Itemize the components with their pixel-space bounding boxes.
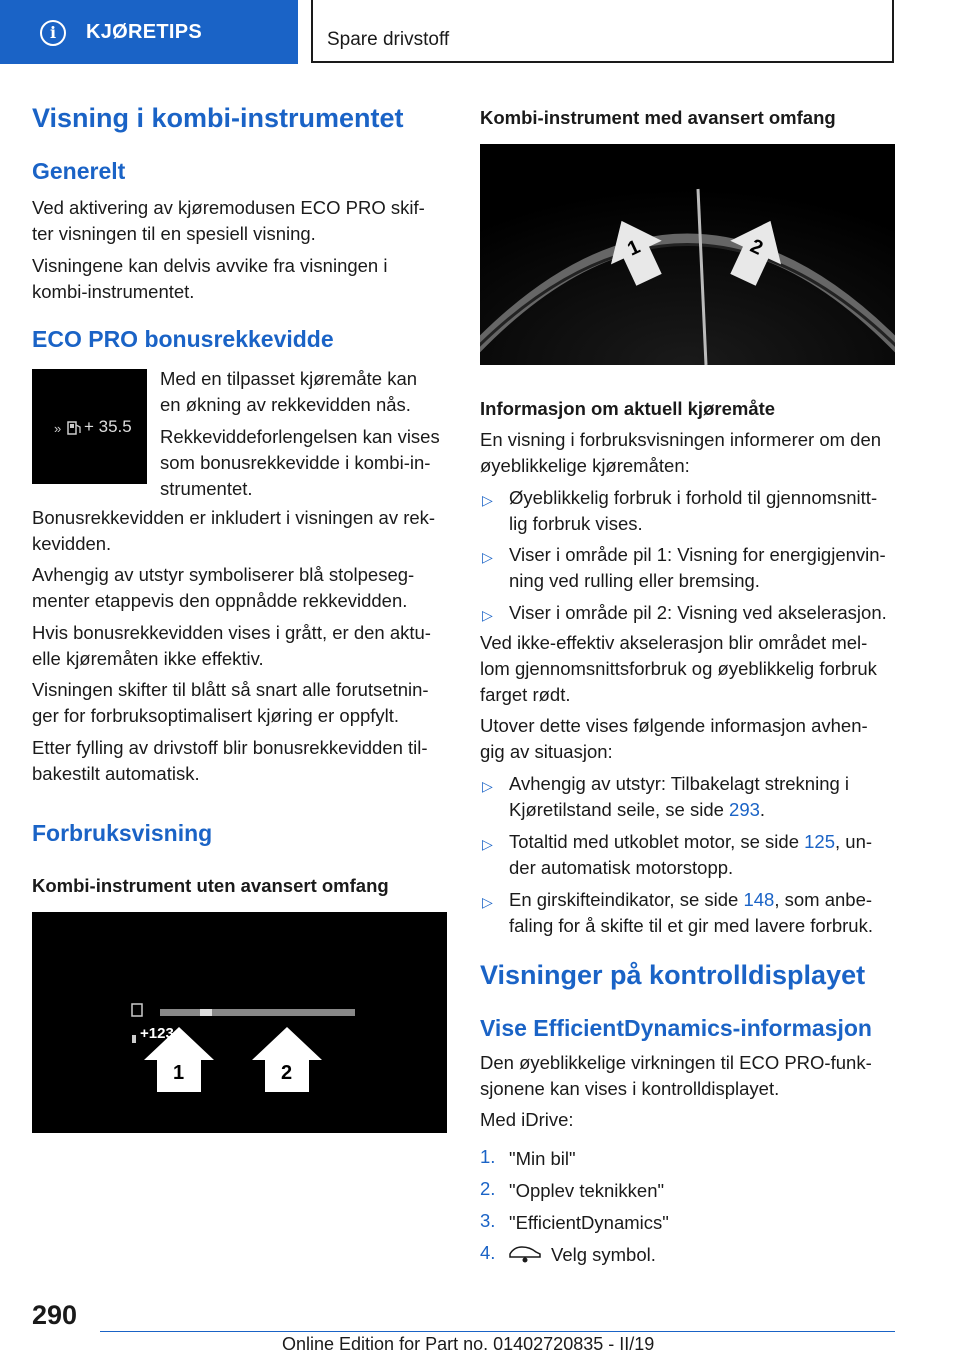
- paragraph: Avhengig av utstyr symboliserer blå stolpeseg- menter etappevis den oppnådde rekkevidden.: [32, 564, 415, 611]
- range-value: +123: [140, 1025, 174, 1042]
- page-link-125[interactable]: 125: [804, 831, 835, 852]
- step-number: 3.: [480, 1210, 496, 1231]
- paragraph: Ved aktivering av kjøremodusen ECO PRO skif- ter visningen til en spesiell visning.: [32, 197, 425, 244]
- gauge-bar-graphic: [32, 912, 447, 1133]
- info-icon: i: [40, 20, 66, 46]
- step-number: 2.: [480, 1178, 496, 1199]
- consumption-display-basic-image: [32, 912, 447, 1133]
- step-text: "Opplev teknikken": [509, 1180, 665, 1201]
- eco-pro-range-image: [32, 369, 147, 484]
- paragraph: Utover dette vises følgende informasjon avhen- gig av situasjon:: [480, 715, 868, 762]
- triangle-right-icon: ▷: [482, 549, 493, 565]
- paragraph: Etter fylling av drivstoff blir bonusrekkevidden til- bakestilt automatisk.: [32, 737, 428, 784]
- arrow-2-label: 2: [746, 235, 767, 260]
- subheading-uten: Kombi-instrument uten avansert omfang: [32, 875, 389, 896]
- page-link-293[interactable]: 293: [729, 799, 760, 820]
- triangle-right-icon: ▷: [482, 492, 493, 508]
- paragraph: En visning i forbruksvisningen informerer om den øyeblikkelige kjøremåten:: [480, 429, 882, 476]
- consumption-display-advanced-image: [480, 144, 895, 365]
- paragraph: Den øyeblikkelige virkningen til ECO PRO-funk- sjonene kan vises i kontrolldisplayet.: [480, 1052, 872, 1099]
- triangle-right-icon: ▷: [482, 778, 493, 794]
- subheading-informasjon: Informasjon om aktuell kjøremåte: [480, 398, 776, 419]
- paragraph: Ved ikke-effektiv akselerasjon blir området mel- lom gjennomsnittsforbruk og øyeblikkelig forbruk farget rødt.: [480, 632, 877, 705]
- step-text: "Min bil": [509, 1148, 576, 1169]
- list-item: Totaltid med utkoblet motor, se side 125, un- der automatisk motorstopp.: [509, 831, 873, 878]
- step-number: 1.: [480, 1146, 496, 1167]
- triangle-right-icon: ▷: [482, 836, 493, 852]
- footer-divider: [100, 1331, 895, 1332]
- arrow-2-label: 2: [281, 1062, 293, 1084]
- subheading-med: Kombi-instrument med avansert omfang: [480, 107, 836, 128]
- list-item: En girskifteindikator, se side 148, som anbe- faling for å skifte til et gir med lavere forbruk.: [509, 889, 873, 936]
- paragraph: Med iDrive:: [480, 1109, 574, 1130]
- section-tab: [0, 0, 298, 64]
- bonus-range-value: + 35.5: [84, 417, 132, 436]
- gauge-arc-graphic: [480, 144, 895, 365]
- step-text: "EfficientDynamics": [509, 1212, 669, 1233]
- arrow-1-label: 1: [173, 1062, 185, 1084]
- section-label: KJØRETIPS: [86, 21, 203, 43]
- header-title-box: [311, 0, 894, 63]
- paragraph: Bonusrekkevidden er inkludert i visningen av rek- kevidden.: [32, 507, 436, 554]
- list-item: Viser i område pil 1: Visning for energigjenvin- ning ved rulling eller bremsing.: [509, 544, 886, 591]
- heading-kontrolldisplay: Visninger på kontrolldisplayet: [480, 960, 866, 990]
- paragraph: Hvis bonusrekkevidden vises i grått, er den aktu- elle kjøremåten ikke effektiv.: [32, 622, 431, 669]
- step-text: Velg symbol.: [551, 1244, 656, 1265]
- heading-forbruksvisning: Forbruksvisning: [32, 820, 213, 846]
- paragraph: Rekkeviddeforlengelsen kan vises som bonusrekkevidde i kombi-in- strumentet.: [160, 426, 440, 499]
- paragraph: Med en tilpasset kjøremåte kan en økning av rekkevidden nås.: [160, 368, 418, 415]
- paragraph: Visningen skifter til blått så snart alle forutsetnin- ger for forbruksoptimalisert kjøring er oppfylt.: [32, 679, 429, 726]
- heading-generelt: Generelt: [32, 158, 126, 184]
- step-number: 4.: [480, 1242, 496, 1263]
- triangle-right-icon: ▷: [482, 607, 493, 623]
- car-icon: [508, 1244, 542, 1264]
- paragraph: Visningene kan delvis avvike fra visningen i kombi-instrumentet.: [32, 255, 388, 302]
- list-item: Viser i område pil 2: Visning ved akselerasjon.: [509, 602, 887, 623]
- arrow-1-label: 1: [624, 235, 644, 261]
- triangle-right-icon: ▷: [482, 894, 493, 910]
- list-item: Øyeblikkelig forbruk i forhold til gjennomsnitt- lig forbruk vises.: [509, 487, 878, 534]
- page-number: 290: [32, 1300, 78, 1330]
- heading-eco-pro: ECO PRO bonusrekkevidde: [32, 326, 334, 352]
- heading-visning: Visning i kombi-instrumentet: [32, 103, 404, 133]
- page-link-148[interactable]: 148: [743, 889, 775, 910]
- header-title: Spare drivstoff: [327, 29, 450, 50]
- edition-text: Online Edition for Part no. 01402720835 - II/19: [282, 1334, 655, 1354]
- heading-efficientdynamics: Vise EfficientDynamics-informasjon: [480, 1015, 872, 1041]
- svg-text:»: »: [54, 421, 62, 436]
- list-item: Avhengig av utstyr: Tilbakelagt strekning i Kjøretilstand seile, se side 293.: [509, 773, 850, 820]
